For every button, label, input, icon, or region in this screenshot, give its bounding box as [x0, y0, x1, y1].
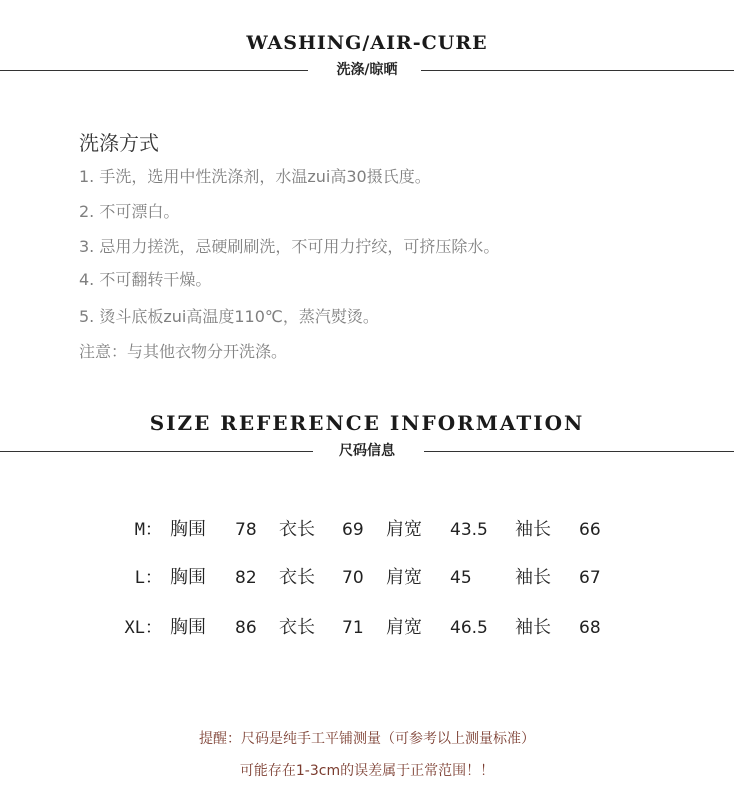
washing-subtitle: 洗涤/晾晒: [336, 62, 398, 78]
sleeve-label: 袖长: [515, 617, 551, 638]
chest-label: 胸围: [170, 519, 206, 540]
divider-line-right: [424, 451, 734, 452]
size-row-xl: [0, 613, 734, 643]
washing-title: WASHING/AIR-CURE: [246, 32, 488, 54]
length-value: 70: [342, 568, 364, 588]
chest-value: 82: [235, 568, 257, 588]
shoulder-value: 45: [450, 568, 472, 588]
washing-divider: [0, 60, 734, 80]
divider-line-right: [421, 70, 734, 71]
size-divider: [0, 441, 734, 461]
length-value: 69: [342, 520, 364, 540]
size-row-m: [0, 515, 734, 545]
length-label: 衣长: [279, 519, 315, 540]
shoulder-label: 肩宽: [386, 617, 422, 638]
shoulder-value: 43.5: [450, 520, 488, 540]
washing-line: 5. 烫斗底板zui高温度110℃，蒸汽熨烫。: [79, 307, 379, 326]
chest-label: 胸围: [170, 617, 206, 638]
measurement-reminder: 提醒：尺码是纯手工平铺测量（可参考以上测量标准）: [199, 731, 535, 747]
washing-line: 2. 不可漂白。: [79, 202, 180, 221]
size-label: L：: [134, 568, 162, 588]
sleeve-label: 袖长: [515, 519, 551, 540]
length-value: 71: [342, 618, 364, 638]
shoulder-label: 肩宽: [386, 519, 422, 540]
washing-line: 4. 不可翻转干燥。: [79, 270, 212, 289]
length-label: 衣长: [279, 567, 315, 588]
sleeve-value: 67: [579, 568, 601, 588]
shoulder-label: 肩宽: [386, 567, 422, 588]
washing-method-heading: 洗涤方式: [79, 131, 159, 155]
chest-value: 78: [235, 520, 257, 540]
size-subtitle: 尺码信息: [339, 443, 395, 459]
sleeve-value: 68: [579, 618, 601, 638]
washing-note: 注意：与其他衣物分开洗涤。: [79, 342, 288, 361]
washing-line: 3. 忌用力搓洗，忌硬刷刷洗，不可用力拧绞，可挤压除水。: [79, 237, 500, 256]
sleeve-value: 66: [579, 520, 601, 540]
tolerance-note: 可能存在1-3cm的误差属于正常范围！！: [239, 763, 495, 779]
chest-value: 86: [235, 618, 257, 638]
chest-label: 胸围: [170, 567, 206, 588]
size-title: SIZE REFERENCE INFORMATION: [149, 411, 585, 435]
size-label: XL：: [124, 618, 162, 638]
sleeve-label: 袖长: [515, 567, 551, 588]
size-label: M：: [134, 520, 162, 540]
size-row-l: [0, 563, 734, 593]
length-label: 衣长: [279, 617, 315, 638]
washing-line: 1. 手洗，选用中性洗涤剂，水温zui高30摄氏度。: [79, 167, 431, 186]
shoulder-value: 46.5: [450, 618, 488, 638]
